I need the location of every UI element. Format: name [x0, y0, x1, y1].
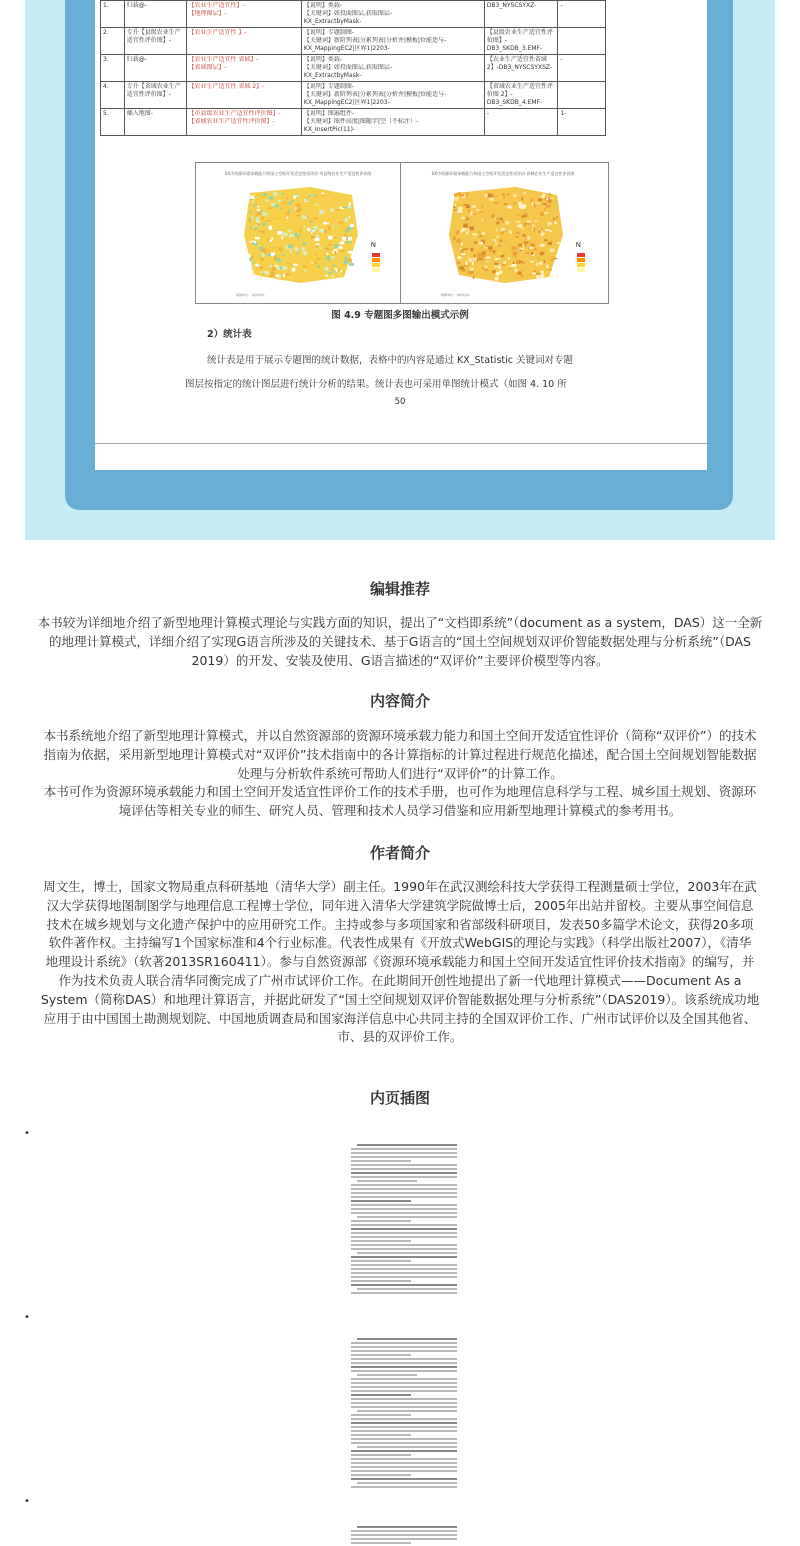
map-right-title: XX市资源环境承载能力和国土空间开发适宜性试评价 省域农业生产适宜性评价图	[431, 171, 575, 176]
row-output: -	[484, 109, 558, 136]
row-output: 【省域农业生产适宜性评价图 2】-DB3_SKDB_4.EMF-	[484, 82, 558, 109]
row-action: 专升【省域农业生产适宜性评价图】-	[124, 82, 186, 109]
map-legend	[372, 253, 382, 273]
text-line: 作为技术负责人联合清华同衡完成了广州市试评价工作。在此期间开创性地提出了新一代地理计算模式——Document As a	[58, 972, 742, 988]
row-action: 归载@-	[124, 55, 186, 82]
row-params	[186, 1, 301, 28]
page-paragraph-line: 图层按指定的统计图层进行统计分析的结果。统计表也可采用单图统计模式（如图 4. 10 所	[185, 379, 567, 390]
map-right-svg	[445, 185, 565, 285]
row-flag: -	[558, 55, 606, 82]
thematic-maps-figure	[195, 162, 609, 304]
map-left-title: XX市资源环境承载能力和国土空间开发适宜性试评价 市县级农业生产适宜性评价图	[224, 171, 372, 176]
table-row	[101, 82, 606, 109]
desc-line: KX_MappingEC2|区界1|2203-	[303, 45, 390, 52]
text-line: 本书系统地介绍了新型地理计算模式，并以自然资源部的资源环境承载力能力和国土空间开发适宜性评价（简称“双评价”）的技术	[43, 728, 757, 743]
text-line: 技术在城乡规划与文化遗产保护中的应用研究工作。主持或参与多项国家和省部级科研项目，发表50多篇学术论文，获得20多项	[46, 916, 754, 932]
map-left-footer: 制图单位： 制作时间：	[236, 293, 267, 297]
desc-line: KX_InsertPic(11)-	[303, 126, 356, 133]
page-number: 50	[394, 397, 406, 407]
text-line: 市、县的双评价工作。	[337, 1029, 463, 1045]
row-description	[301, 82, 484, 109]
page-paragraph	[185, 349, 607, 397]
param-line: 【农业生产适宜性】-	[188, 2, 245, 9]
desc-line: 【说明】专题制图-	[303, 83, 355, 90]
row-params	[186, 82, 301, 109]
desc-line: 【关键词】新阶列表|分累列表|分析并|模板|位能适与-	[303, 37, 447, 44]
row-params	[186, 55, 301, 82]
row-action: 插入地图-	[124, 109, 186, 136]
text-line: 应用于由中国国土勘测规划院、中国地质调查局和国家海洋信息中心共同主持的全国双评价工作、广州市试评价以及全国其他省、	[43, 1010, 757, 1026]
desc-line: 【关键词】图件高度|图随字|空（不标注）-	[303, 118, 419, 125]
param-line: 【省域农业生产适宜性评价图】-	[188, 118, 275, 125]
figure-caption: 图 4.9 专题图多图输出模式示例	[331, 310, 469, 321]
desc-line: 【说明】类载-	[303, 2, 343, 9]
map-legend	[577, 253, 587, 273]
desc-line: KX_ExtractbyMask-	[303, 18, 362, 25]
page-bottom-rule	[95, 443, 707, 444]
author-intro-text	[0, 878, 800, 1047]
desc-line: 【说明】类载-	[303, 56, 343, 63]
editor-recommend-title: 编辑推荐	[369, 580, 430, 598]
row-description	[301, 1, 484, 28]
row-flag	[558, 28, 606, 55]
row-params	[186, 28, 301, 55]
row-flag: 1-	[558, 109, 606, 136]
list-bullet: •	[24, 1128, 30, 1139]
list-bullet: •	[24, 1312, 30, 1323]
table-row	[101, 28, 606, 55]
content-summary-text	[0, 727, 800, 821]
illustration-thumbnail-2[interactable]	[347, 1332, 467, 1492]
editor-recommend-text	[0, 614, 800, 670]
row-flag	[558, 82, 606, 109]
text-line: 汉大学获得地图制图学与地理信息工程博士学位，同年进入清华大学建筑学院做博士后，2005年出站并留校。主要从事空间信息	[46, 897, 754, 913]
text-line: 地理设计系统》（软著2013SR160411）。参与自然资源部《资源环境承载能力和国土空间开发适宜性评价技术指南》的编写，并	[45, 954, 755, 970]
illustration-thumbnail-3[interactable]	[347, 1520, 467, 1546]
param-line: 【农业生产适宜性 省域】-	[188, 56, 259, 63]
desc-line: 【关键词】如投面图层,获取图层-	[303, 10, 392, 17]
map-left-svg	[240, 185, 360, 285]
row-description	[301, 28, 484, 55]
table-row	[101, 1, 606, 28]
row-number: 4.	[101, 82, 125, 109]
author-intro-title: 作者简介	[369, 844, 430, 862]
text-line: 指南为依据，采用新型地理计算模式对“双评价”技术指南中的各计算指标的计算过程进行规范化描述，配合国土空间规划智能数据	[43, 746, 757, 762]
north-arrow-icon: N	[370, 241, 376, 249]
text-line: System（简称DAS）和地理计算语言，并据此研发了“国土空间规划双评价智能数据处理与分析系统”（DAS2019）。该系统成功地	[40, 991, 760, 1007]
map-right-footer: 制图单位： 制作时间：	[441, 293, 472, 297]
text-line: 处理与分析软件系统可帮助人们进行“双评价”的计算工作。	[237, 765, 563, 781]
row-output: 【县级农业生产适宜性评价图】-DB3_SKDB_3.EMF-	[484, 28, 558, 55]
param-line: 【地理图层】-	[188, 10, 227, 17]
row-params	[186, 109, 301, 136]
text-line: 软件著作权。主持编写1个国家标准和4个行业标准。代表性成果有《开放式WebGIS的理论与实践》（科学出版社2007），《清华	[48, 935, 752, 951]
text-line: 境评估等相关专业的师生、研究人员、管理和技术人员学习借鉴和应用新型地理计算模式的参考用书。	[118, 803, 682, 819]
table-row	[101, 55, 606, 82]
desc-line: KX_ExtractbyMask-	[303, 72, 362, 79]
inner-illustrations-title: 内页插图	[369, 1089, 430, 1107]
desc-line: 【关键词】如投面图层,获取图层-	[303, 64, 392, 71]
row-output: DB3_NYSCSYXZ-	[484, 1, 558, 28]
desc-line: KX_MappingEC2|区界1|2203-	[303, 99, 390, 106]
row-number: 2.	[101, 28, 125, 55]
page-paragraph-line: 统计表是用于展示专题图的统计数据，表格中的内容是通过 KX_Statistic 关键词对专题	[207, 355, 574, 366]
row-description	[301, 55, 484, 82]
row-number: 1.	[101, 1, 125, 28]
illustration-thumbnail-1[interactable]	[347, 1138, 467, 1298]
param-line: 【省域图层】-	[188, 64, 227, 71]
map-right	[401, 163, 605, 303]
table-row	[101, 109, 606, 136]
row-number: 3.	[101, 55, 125, 82]
text-line: 本书可作为资源环境承载能力和国土空间开发适宜性评价工作的技术手册，也可作为地理信息科学与工程、城乡国土规划、资源环	[43, 784, 757, 800]
north-arrow-icon: N	[575, 241, 581, 249]
row-number: 5.	[101, 109, 125, 136]
row-action: 专升【县级农业生产适宜性评价图】-	[124, 28, 186, 55]
text-line: 周文生，博士，国家文物局重点科研基地（清华大学）副主任。1990年在武汉测绘科技大学获得工程测量硕士学位，2003年在武	[43, 879, 757, 894]
text-line: 2019）的开发、安装及使用、G语言描述的“双评价”主要评价模型等内容。	[191, 652, 609, 668]
row-output: 【农业生产适宜性省域 2】-DB3_NYSCSYXSZ-	[484, 55, 558, 82]
desc-line: 【关键词】新阶列表|分累列表|分析并|模板|位能适与-	[303, 91, 447, 98]
desc-line: 【说明】图遍组件-	[303, 110, 355, 117]
workflow-table	[100, 0, 606, 136]
map-left-raster	[240, 185, 360, 285]
row-description	[301, 109, 484, 136]
row-action: 归载@-	[124, 1, 186, 28]
map-left	[196, 163, 401, 303]
page-subheading: 2）统计表	[207, 329, 252, 340]
map-right-raster	[445, 185, 565, 285]
content-summary-title: 内容简介	[369, 692, 430, 710]
text-line: 的地理计算模式，详细介绍了实现G语言所涉及的关键技术、基于G语言的“国土空间规划双评价智能数据处理与分析系统”（DAS	[49, 633, 751, 649]
param-line: 【市县级农业生产适宜性评价图】-	[188, 110, 281, 117]
text-line: 本书较为详细地介绍了新型地理计算模式理论与实践方面的知识，提出了“文档即系统”（document as a system，DAS）这一全新	[37, 615, 763, 630]
param-line: 【农业生产适宜性 省域 2】-	[188, 83, 265, 90]
list-bullet: •	[24, 1496, 30, 1507]
param-line: 【农业生产适宜性 】-	[188, 29, 247, 36]
row-flag: -	[558, 1, 606, 28]
desc-line: 【说明】专题制图-	[303, 29, 355, 36]
